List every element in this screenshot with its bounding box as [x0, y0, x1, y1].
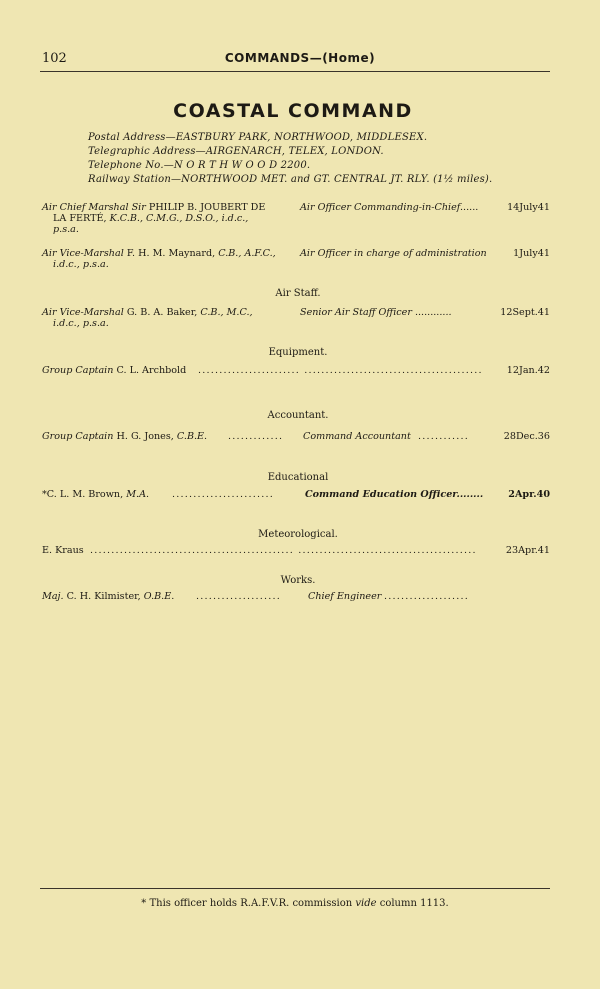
entry-rank: Air Chief Marshal Sir: [42, 202, 146, 213]
entry-date: 12Sept.41: [500, 307, 550, 318]
entry-rank: Group Captain: [42, 365, 114, 376]
entry-honours: C.B., A.F.C.,: [218, 248, 276, 259]
entry-name: H. G. Jones,: [116, 431, 174, 442]
page-number: 102: [42, 51, 67, 66]
entry-name: E. Kraus: [42, 545, 84, 556]
entry-date: 23Apr.41: [505, 545, 550, 556]
entry-appointment: Air Officer in charge of administration: [300, 248, 487, 259]
entry-date: 12Jan.42: [506, 365, 550, 376]
dot-leader: ....................: [384, 591, 469, 602]
entry-name: PHILIP B. JOUBERT DE: [148, 202, 266, 213]
postal-address: Postal Address—EASTBURY PARK, NORTHWOOD, MIDDLESEX.: [88, 132, 428, 143]
footnote-text: This officer holds R.A.F.V.R. commission: [149, 898, 353, 909]
footnote-text: column 1113.: [379, 898, 449, 909]
running-header: COMMANDS—(Home): [224, 51, 376, 65]
entry-honours: p.s.a.: [53, 224, 79, 235]
entry-name-line: [42, 431, 207, 443]
entry-date: 1July41: [513, 248, 550, 259]
entry-date: 2Apr.40: [508, 489, 550, 500]
section-heading-air-staff: Air Staff.: [275, 288, 321, 299]
entry-name: G. B. A. Baker,: [126, 307, 198, 318]
entry-honours: C.B.E.: [176, 431, 208, 442]
footnote-rule: [40, 888, 550, 889]
entry-name: C. L. M. Brown,: [46, 489, 124, 500]
footnote-marker: *: [141, 898, 147, 909]
entry-name: F. H. M. Maynard,: [126, 248, 216, 259]
dot-leader: ................................................ ..........................................: [90, 545, 477, 556]
entry-name: C. L. Archbold: [116, 365, 187, 376]
section-heading-accountant: Accountant.: [267, 410, 329, 421]
entry-appointment: Command Education Officer........: [305, 489, 484, 500]
entry-appointment: Command Accountant: [303, 431, 411, 442]
entry-name: LA FERTÉ,: [53, 213, 107, 224]
entry-rank: Maj.: [42, 591, 64, 602]
entry-appointment: Air Officer Commanding-in-Chief......: [300, 202, 479, 213]
entry-rank: Air Vice-Marshal: [42, 248, 124, 259]
section-heading-meteorological: Meteorological.: [258, 529, 338, 540]
entry-rank: Air Vice-Marshal: [42, 307, 124, 318]
entry-date: 28Dec.36: [503, 431, 550, 442]
entry-name-line: [42, 489, 149, 501]
entry-honours: i.d.c., p.s.a.: [53, 259, 109, 270]
dot-leader: ........................ ..........................................: [198, 365, 483, 376]
entry-honours: M.A.: [126, 489, 150, 500]
footnote-vide: vide: [355, 898, 377, 909]
entry-name-line: [42, 365, 186, 377]
page-title: COASTAL COMMAND: [173, 100, 413, 122]
section-heading-educational: Educational: [267, 472, 329, 483]
header-rule: [40, 71, 550, 72]
telegraphic-address: Telegraphic Address—AIRGENARCH, TELEX, LONDON.: [88, 146, 384, 157]
dot-leader: ........................: [172, 489, 274, 500]
entry-name-line: [53, 213, 308, 225]
entry-honours: K.C.B., C.M.G., D.S.O., i.d.c.,: [109, 213, 249, 224]
footnote-marker: *: [42, 489, 47, 500]
section-heading-works: Works.: [280, 575, 316, 586]
telephone-number: Telephone No.—N O R T H W O O D 2200.: [88, 160, 311, 171]
footnote: [0, 898, 590, 909]
entry-honours: C.B., M.C.,: [200, 307, 253, 318]
entry-honours: O.B.E.: [143, 591, 175, 602]
dot-leader: .............: [228, 431, 284, 442]
entry-appointment: Senior Air Staff Officer ............: [300, 307, 452, 318]
entry-date: 14July41: [507, 202, 550, 213]
entry-name-line: [42, 591, 174, 603]
entry-honours: i.d.c., p.s.a.: [53, 318, 109, 329]
entry-appointment: Chief Engineer: [308, 591, 382, 602]
section-heading-equipment: Equipment.: [268, 347, 328, 358]
entry-rank: Group Captain: [42, 431, 114, 442]
railway-station: Railway Station—NORTHWOOD MET. and GT. CENTRAL JT. RLY. (1½ miles).: [88, 174, 493, 185]
dot-leader: ....................: [196, 591, 281, 602]
dot-leader: ............: [418, 431, 469, 442]
entry-name: C. H. Kilmister,: [66, 591, 141, 602]
